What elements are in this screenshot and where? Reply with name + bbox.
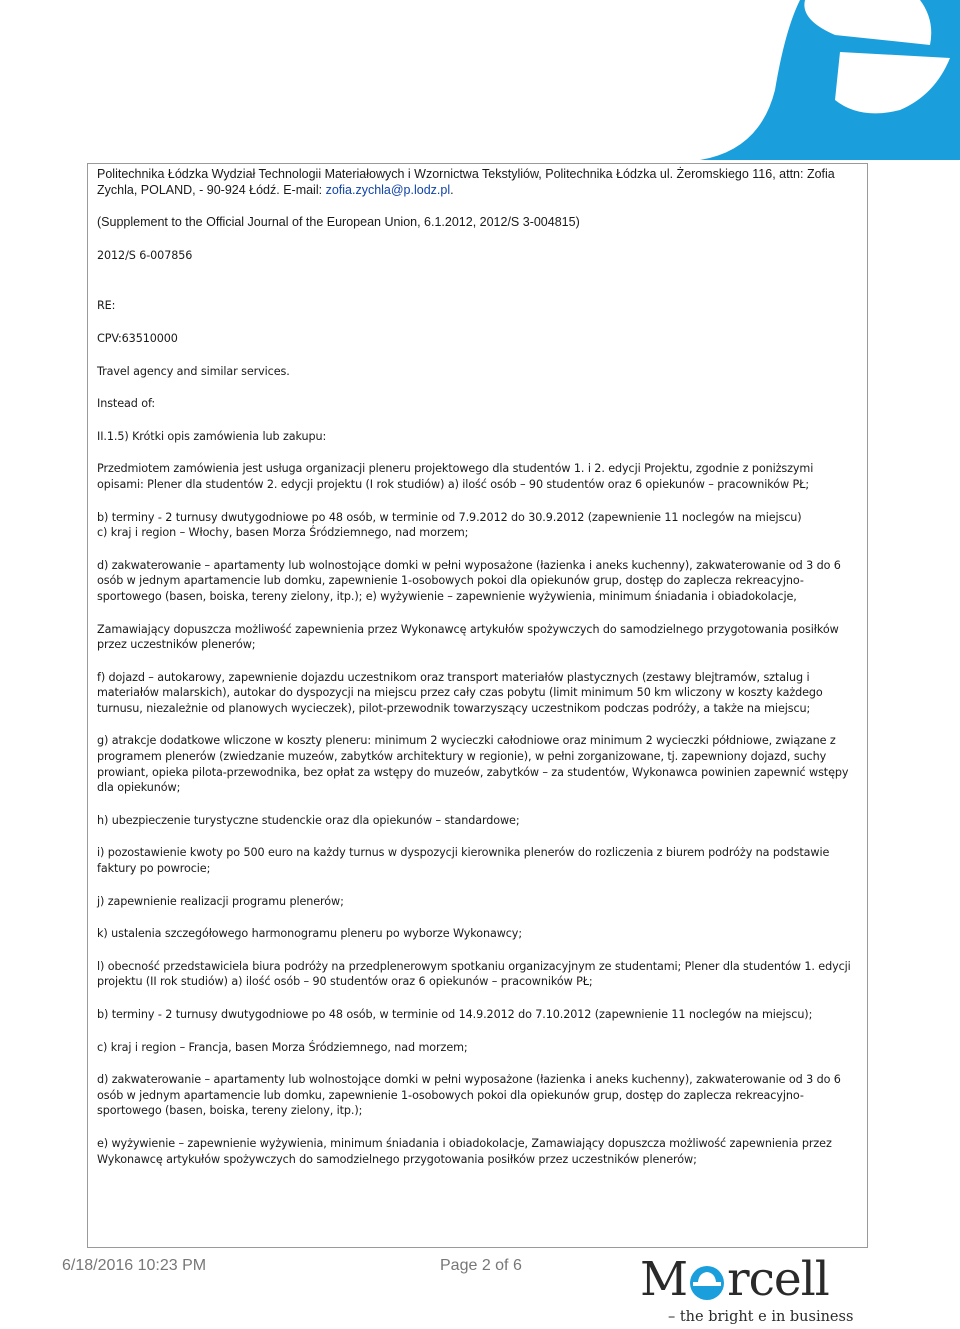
accommodation-paragraph-1: d) zakwaterowanie – apartamenty lub wolnostojące domki w pełni wyposażone (łazienka i aneks kuchenny), zakwaterowanie od 3 do 6 osób w jednym apartamencie lub domku, zapewnienie 1-osobowych pokoi dla opiekunów grup, dostęp do zaplecza rekreacyjno-sportowego (basen, boiska, tereny zielony, itp.); e) wyżywienie – zapewnienie wyżywienia, minimum śniadania i obiadokolacje,: [97, 558, 841, 603]
contact-text: Politechnika Łódzka Wydział Technologii Materiałowych i Wzornictwa Tekstyliów, Politechnika Łódzka ul. Żeromskiego 116, attn: Zofia Zychla, POLAND, - 90-924 Łódź. E-mail:: [97, 167, 835, 197]
terms-paragraph-2: b) terminy - 2 turnusy dwutygodniowe po 48 osób, w terminie od 14.9.2012 do 7.10.2012 (zapewnienie 11 noclegów na miejscu);: [97, 1008, 813, 1021]
instead-of-label: Instead of:: [97, 397, 156, 411]
brand-letters-rcell: rcell: [727, 1252, 829, 1307]
budget-paragraph: i) pozostawienie kwoty po 500 euro na każdy turnus w dyspozycji kierownika plenerów do rozliczenia z biurem podróży na podstawie faktury po powrocie;: [97, 846, 830, 876]
agent-presence-paragraph: l) obecność przedstawiciela biura podróży na przedplenerowym spotkaniu organizacyjnym ze studentami; Plener dla studentów 1. edycji projektu (II rok studiów) a) ilość osób – 90 studentów oraz 6 opiekunów – pracowników PŁ;: [97, 959, 851, 989]
subject-paragraph: Przedmiotem zamówienia jest usługa organizacji pleneru projektowego dla studentów 1. i 2. edycji Projektu, zgodnie z poniższymi opisami: Plener dla studentów 2. edycji projektu (I rok studiów) a) ilość osób – 90 studentów oraz 6 opiekunów – pracowników PŁ;: [97, 462, 814, 491]
brand-tagline: – the bright e in business: [668, 1309, 854, 1325]
notice-reference: 2012/S 6-007856: [97, 248, 193, 262]
cpv-code: CPV:63510000: [97, 331, 178, 345]
transport-paragraph: f) dojazd – autokarowy, zapewnienie dojazdu uczestnikom oraz transport materiałów plastycznych (zestawy blejtramów, sztalug i materiałów malarskich), autokar do dyspozycji na miejscu przez cały czas pobytu (limit minimum 50 km wliczony w koszty każdego turnusu, niezależnie od planowych wycieczek), pilot-przewodnik towarzyszący uczestnikom podczas podróży, a także na miejscu;: [97, 670, 823, 715]
cpv-description: Travel agency and similar services.: [97, 364, 290, 378]
brand-letter-m: M: [640, 1252, 688, 1307]
food-paragraph-2: e) wyżywienie – zapewnienie wyżywienia, minimum śniadania i obiadokolacje, Zamawiający dopuszcza możliwość zapewnienia przez Wykonawcę artykułów spożywczych do samodzielnego przygotowania posiłków przez uczestników plenerów;: [97, 1136, 832, 1166]
attractions-paragraph: g) atrakcje dodatkowe wliczone w koszty pleneru: minimum 2 wycieczki całodniowe oraz minimum 2 wycieczki półdniowe, związane z programem plenerów (zwiedzanie muzeów, zabytków architektury w regionie), w pełni zorganizowane, tj. zapewniony dojazd, suchy prowiant, opieka pilota-przewodnika, bez opłat za wstępy do muzeów, zabytków – za studentów, Wykonawca powinien zapewnić wstępy dla opiekunów;: [97, 734, 849, 795]
accommodation-paragraph-2: d) zakwaterowanie – apartamenty lub wolnostojące domki w pełni wyposażone (łazienka i aneks kuchenny), zakwaterowanie od 3 do 6 osób w jednym apartamencie lub domku, zapewnienie 1-osobowych pokoi dla opiekunów grup, dostęp do zaplecza rekreacyjno-sportowego (basen, boiska, tereny zielony, itp.);: [97, 1073, 841, 1118]
email-link[interactable]: zofia.zychla@p.lodz.pl: [325, 182, 451, 197]
food-supply-paragraph: Zamawiający dopuszcza możliwość zapewnienia przez Wykonawcę artykułów spożywczych do samodzielnego przygotowania posiłków przez uczestników plenerów;: [97, 622, 839, 652]
section-heading: II.1.5) Krótki opis zamówienia lub zakupu:: [97, 429, 327, 443]
brand-e-icon: [687, 1252, 727, 1308]
footer-datetime: 6/18/2016 10:23 PM: [62, 1257, 207, 1274]
contact-period: .: [450, 182, 454, 197]
program-paragraph: j) zapewnienie realizacji programu plenerów;: [97, 894, 344, 908]
marcell-logo: [640, 1252, 868, 1329]
document-frame: [87, 163, 868, 1248]
re-label: RE:: [97, 299, 116, 313]
schedule-paragraph: k) ustalenia szczegółowego harmonogramu pleneru po wyborze Wykonawcy;: [97, 927, 522, 941]
contact-paragraph: [97, 167, 861, 198]
document-body: [97, 167, 861, 1167]
footer-page-number: Page 2 of 6: [440, 1257, 522, 1274]
blue-e-logo-icon: [0, 0, 960, 160]
terms-paragraph-1: b) terminy - 2 turnusy dwutygodniowe po 48 osób, w terminie od 7.9.2012 do 30.9.2012 (zapewnienie 11 noclegów na miejscu): [97, 510, 802, 524]
insurance-paragraph: h) ubezpieczenie turystyczne studenckie oraz dla opiekunów – standardowe;: [97, 813, 520, 827]
brand-wordmark: [640, 1252, 829, 1308]
region-paragraph-2: c) kraj i region – Francja, basen Morza Śródziemnego, nad morzem;: [97, 1040, 468, 1054]
supplement-line: (Supplement to the Official Journal of the European Union, 6.1.2012, 2012/S 3-004815): [97, 215, 580, 230]
region-paragraph-1: c) kraj i region – Włochy, basen Morza Śródziemnego, nad morzem;: [97, 526, 469, 540]
